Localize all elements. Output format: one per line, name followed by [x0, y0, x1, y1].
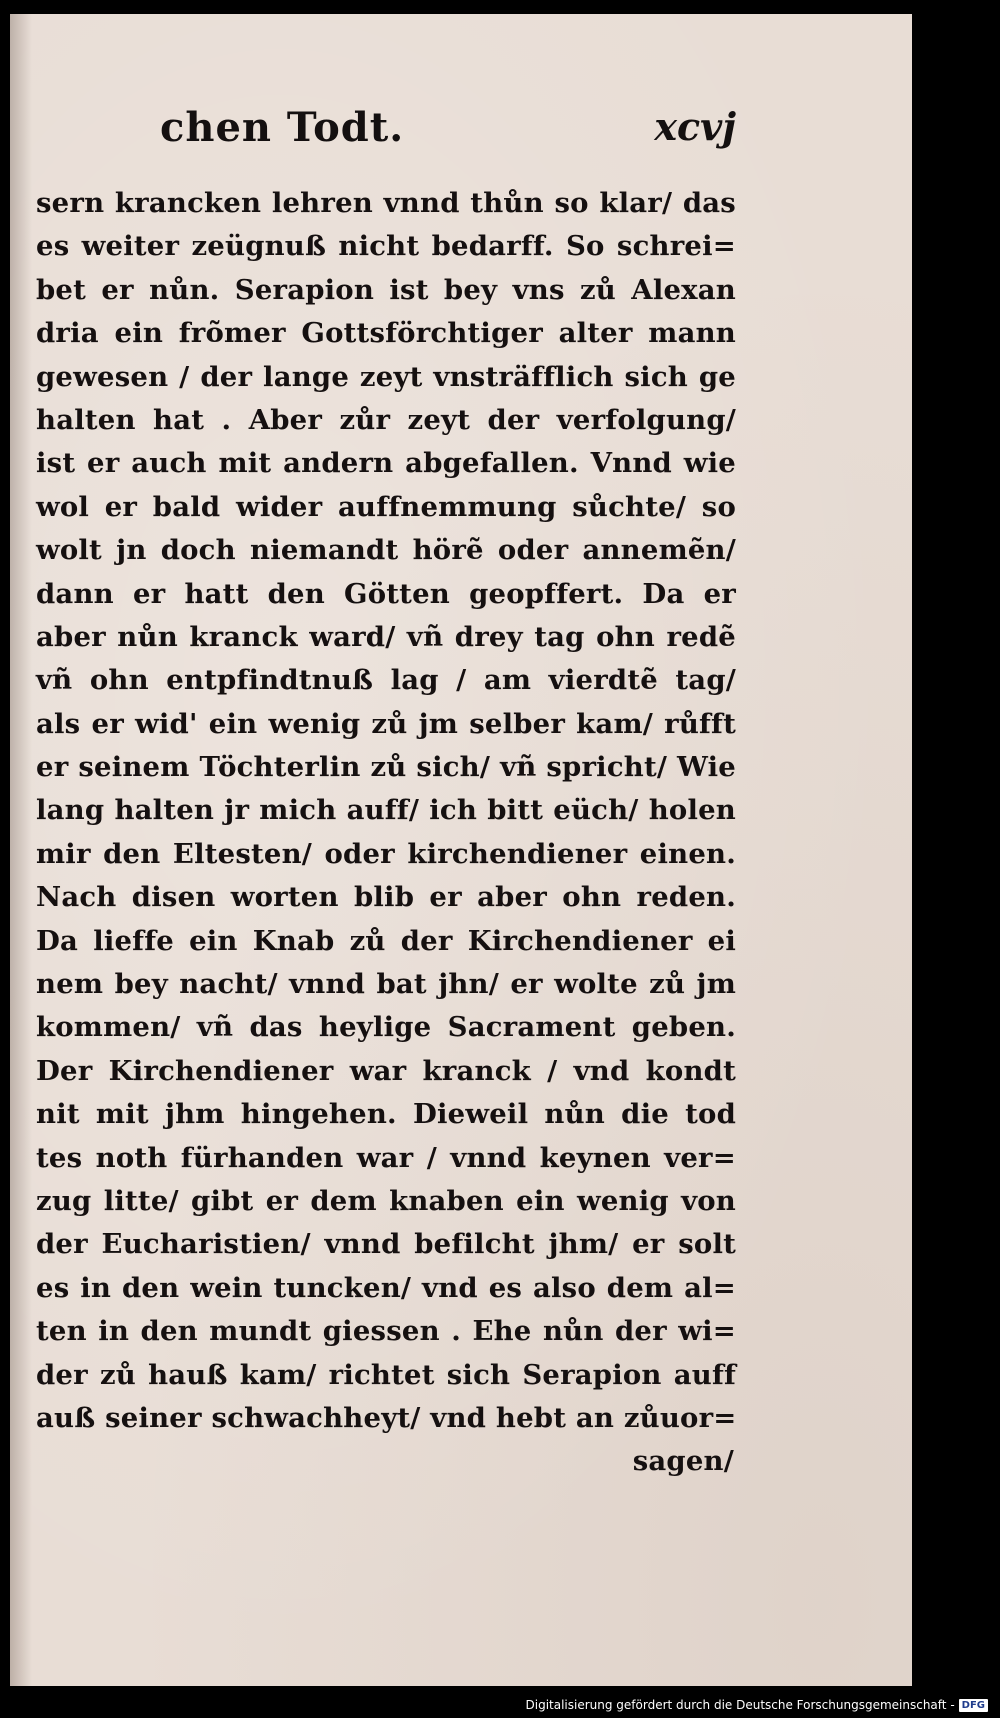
page-header [160, 104, 736, 164]
text-line: vñ ohn entpfindtnuß lag / am vierdtẽ tag/ [36, 664, 736, 697]
text-line: der zů hauß kam/ richtet sich Serapion auff [36, 1358, 736, 1391]
digitization-credit [526, 1696, 989, 1714]
text-line: nem bey nacht/ vnnd bat jhn/ er wolte zů jm [36, 968, 736, 1001]
text-line: auß seiner schwachheyt/ vnd hebt an zůuor= [36, 1401, 737, 1434]
text-line: gewesen / der lange zeyt vnsträfflich sich ge [36, 360, 736, 393]
text-line: aber nůn kranck ward/ vñ drey tag ohn redẽ [36, 620, 736, 653]
credit-text: Digitalisierung gefördert durch die Deutsche Forschungsgemeinschaft - [525, 1698, 955, 1712]
dfg-logo: DFG [959, 1699, 988, 1712]
text-line: als er wid' ein wenig zů jm selber kam/ růfft [36, 707, 736, 740]
text-line: dria ein frõmer Gottsförchtiger alter mann [36, 317, 736, 350]
text-line: sern krancken lehren vnnd thůn so klar/ das [36, 187, 736, 219]
folio-number: xcvj [654, 104, 736, 149]
text-line: es in den wein tuncken/ vnd es also dem al= [36, 1271, 736, 1304]
text-line: es weiter zeügnuß nicht bedarff. So schrei= [36, 230, 736, 263]
catchword: sagen/ [632, 1445, 734, 1478]
text-line: halten hat . Aber zůr zeyt der verfolgung/ [36, 403, 736, 436]
text-line: kommen/ vñ das heylige Sacrament geben. [36, 1011, 736, 1044]
body-text [36, 182, 736, 1484]
gutter-shadow [10, 14, 32, 1686]
text-line: der Eucharistien/ vnnd befilcht jhm/ er solt [36, 1228, 736, 1261]
text-line: bet er nůn. Serapion ist bey vns zů Alexan [36, 273, 736, 306]
text-line: ten in den mundt giessen . Ehe nůn der wi= [36, 1315, 736, 1348]
text-line: ist er auch mit andern abgefallen. Vnnd wie [36, 447, 736, 480]
text-line: tes noth fürhanden war / vnnd keynen ver= [36, 1141, 736, 1174]
text-line: lang halten jr mich auff/ ich bitt eüch/ holen [36, 794, 736, 827]
book-page [10, 14, 912, 1686]
text-line: Da lieffe ein Knab zů der Kirchendiener ei [36, 924, 736, 957]
text-line: Nach disen worten blib er aber ohn reden. [36, 881, 736, 914]
text-line: Der Kirchendiener war kranck / vnd kondt [36, 1054, 736, 1087]
text-line: er seinem Töchterlin zů sich/ vñ spricht/ Wie [36, 751, 736, 784]
text-line: wol er bald wider auffnemmung sůchte/ so [36, 490, 736, 523]
text-line: dann er hatt den Götten geopffert. Da er [36, 577, 736, 610]
text-line: mir den Eltesten/ oder kirchendiener einen. [36, 837, 736, 870]
text-line: zug litte/ gibt er dem knaben ein wenig von [36, 1184, 736, 1217]
running-head: chen Todt. [160, 104, 405, 151]
text-line: wolt jn doch niemandt hörẽ oder annemẽn/ [36, 534, 736, 567]
text-line: nit mit jhm hingehen. Dieweil nůn die tod [36, 1098, 736, 1131]
